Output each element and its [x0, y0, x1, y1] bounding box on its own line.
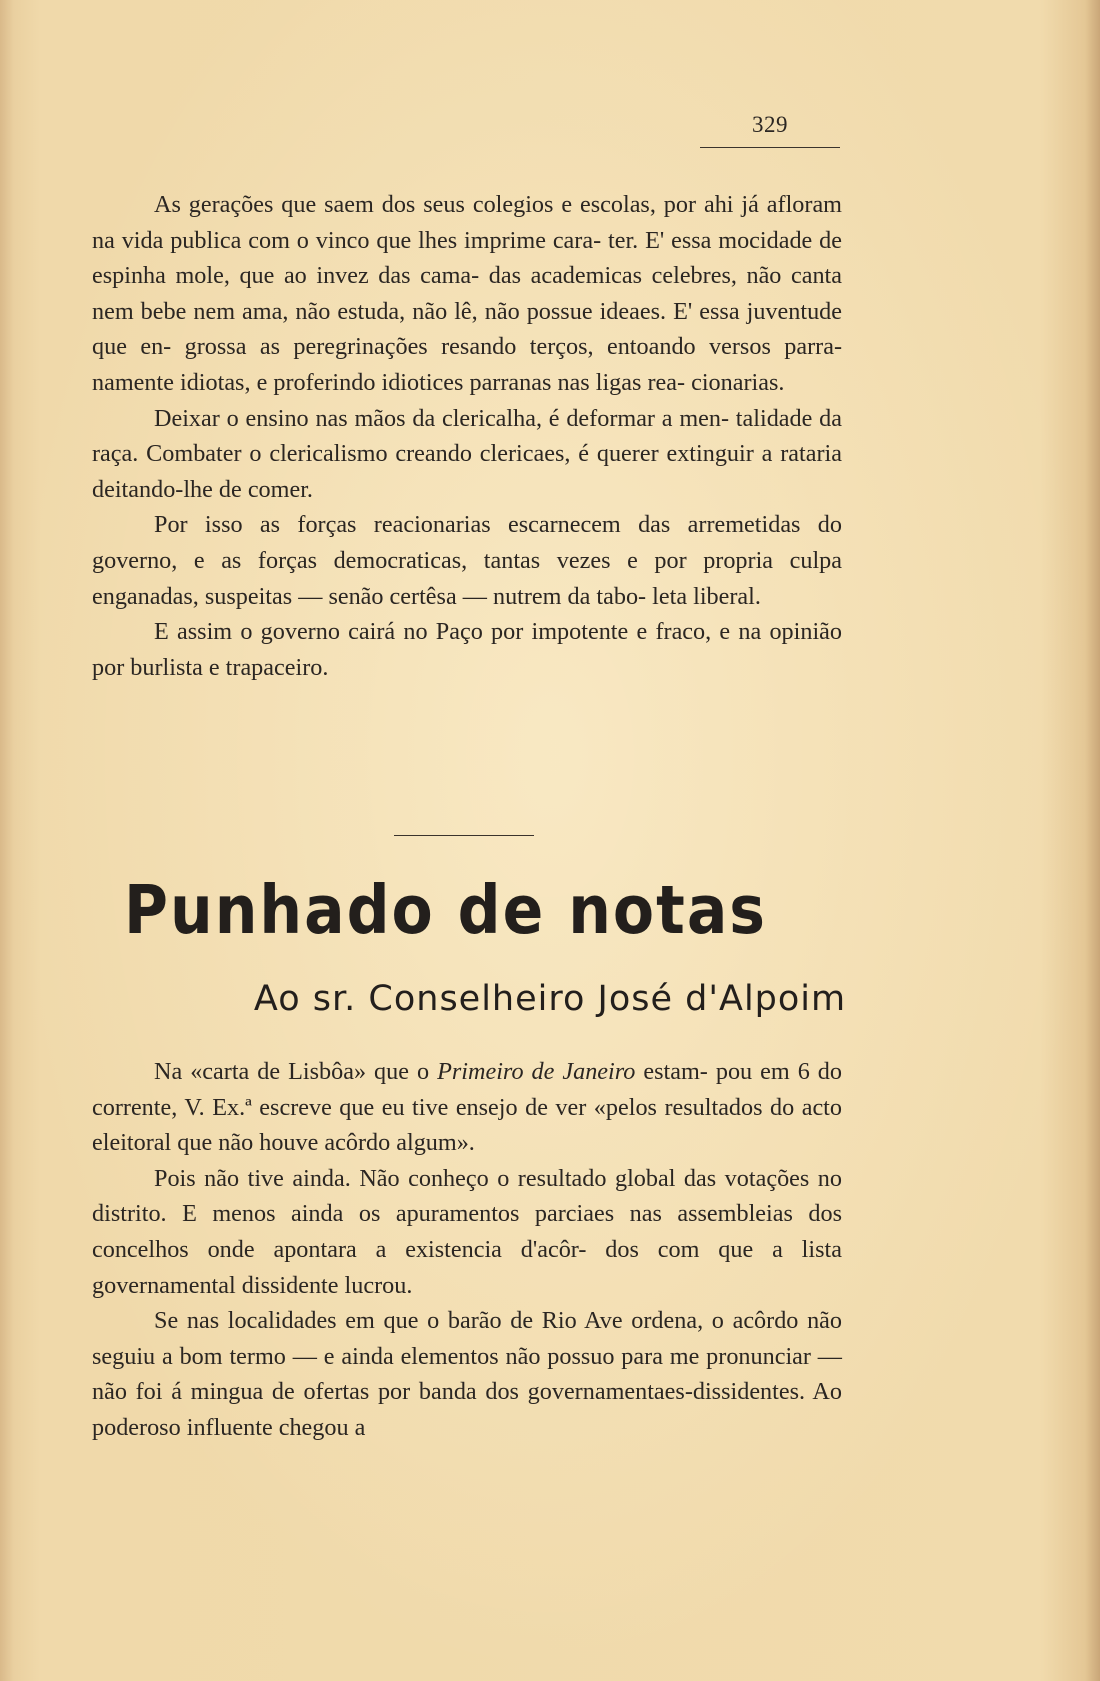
paragraph: Por isso as forças reacionarias escarnecem das arremetidas do governo, e as forças democraticas, tantas vezes e por propria culpa enganadas, suspeitas — senão certêsa — nutrem da tabo- leta liberal.	[92, 511, 842, 610]
article-continuation	[92, 187, 842, 685]
newspaper-title: Primeiro de Janeiro	[437, 1058, 636, 1085]
paragraph: Se nas localidades em que o barão de Rio Ave ordena, o acôrdo não seguiu a bom termo — e ainda elementos não possuo para me pronunciar — não foi á mingua de ofertas por banda dos governamentaes-dissidentes. Ao poderoso influente chegou a	[92, 1307, 842, 1441]
section-divider	[394, 835, 534, 836]
paragraph-text: estam- pou em 6 do corrente, V. Ex.ª escreve que eu tive ensejo de ver «pelos resultados do acto eleitoral que não houve acôrdo algum».	[92, 1058, 842, 1157]
paragraph	[92, 1054, 842, 1161]
page-number-rule	[700, 147, 840, 148]
page-number: 329	[752, 112, 788, 137]
paragraph-text: Na «carta de Lisbôa» que o	[154, 1058, 438, 1085]
paragraph: E assim o governo cairá no Paço por impotente e fraco, e na opinião por burlista e trapaceiro.	[92, 618, 842, 681]
paragraph: Deixar o ensino nas mãos da clericalha, é deformar a men- talidade da raça. Combater o clericalismo creando clericaes, é querer extinguir a rataria deitando-lhe de comer.	[92, 404, 842, 503]
paragraph: Pois não tive ainda. Não conheço o resultado global das votações no distrito. E menos ainda os apuramentos parciaes nas assembleias dos concelhos onde apontara a existencia d'acôr- dos com que a lista governamental dissidente lucrou.	[92, 1164, 842, 1299]
section-title: Punhado de notas	[124, 871, 768, 950]
letter-body	[92, 1054, 842, 1446]
section-subtitle: Ao sr. Conselheiro José d'Alpoim	[253, 979, 847, 1019]
paragraph: As gerações que saem dos seus colegios e escolas, por ahi já afloram na vida publica com o vinco que lhes imprime cara- ter. E' essa mocidade de espinha mole, que ao invez das cama- das academicas celebres, não canta nem bebe nem ama, não estuda, não lê, não possue ideaes. E' essa juventude que en- grossa as peregrinações resando terços, entoando versos parra- namente idiotas, e proferindo idiotices parranas nas ligas rea- cionarias.	[92, 191, 842, 396]
